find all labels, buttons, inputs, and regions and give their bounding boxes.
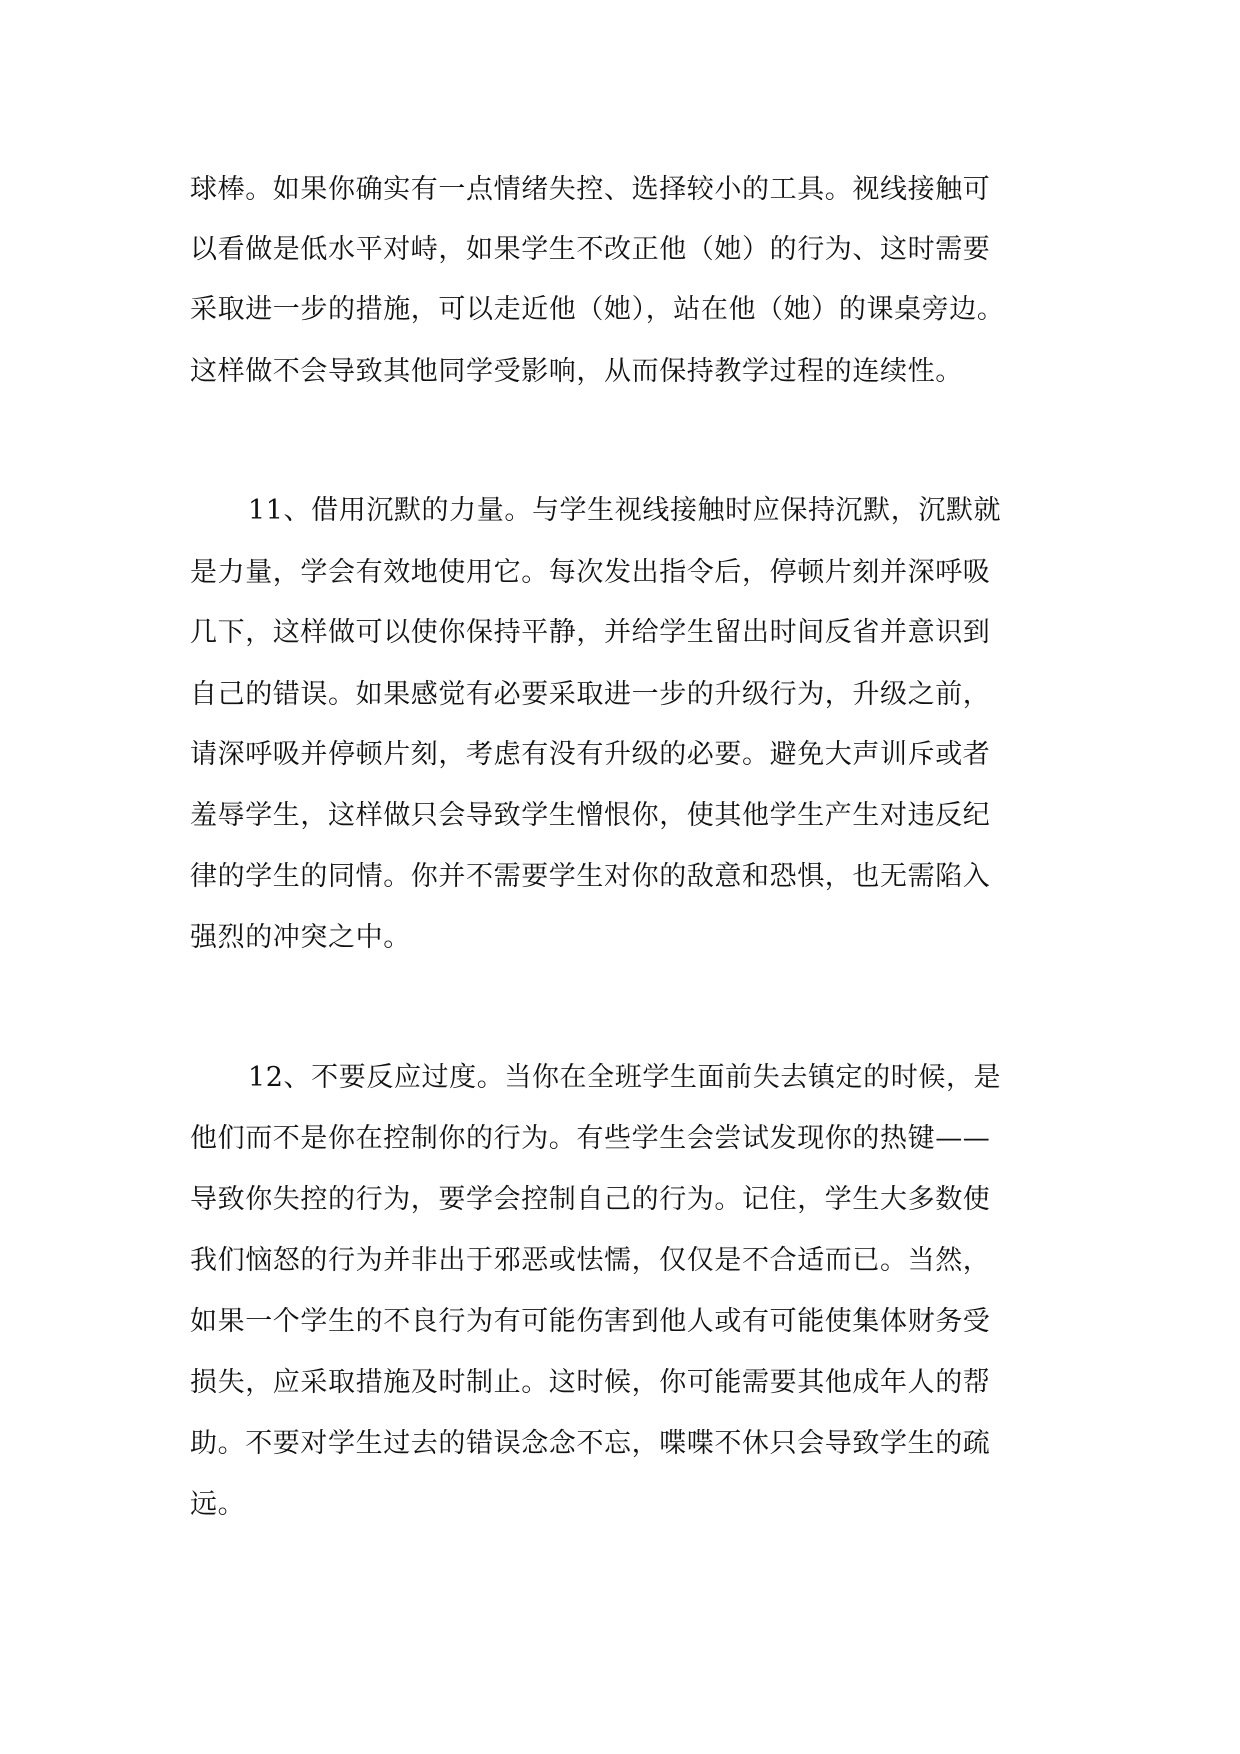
paragraph-3-line-8: 远。 (190, 1489, 246, 1520)
paragraph-2-line-2: 是力量，学会有效地使用它。每次发出指令后，停顿片刻并深呼吸 (190, 557, 991, 588)
paragraph-1-line-1: 球棒。如果你确实有一点情绪失控、选择较小的工具。视线接触可 (190, 174, 991, 205)
paragraph-2-line-4: 自己的错误。如果感觉有必要采取进一步的升级行为，升级之前， (190, 679, 991, 710)
paragraph-2-line-7: 律的学生的同情。你并不需要学生对你的敌意和恐惧，也无需陷入 (190, 861, 991, 892)
paragraph-3-line-2: 他们而不是你在控制你的行为。有些学生会尝试发现你的热键—— (190, 1123, 991, 1154)
paragraph-1-line-4: 这样做不会导致其他同学受影响，从而保持教学过程的连续性。 (190, 356, 963, 387)
paragraph-2-line-6: 羞辱学生，这样做只会导致学生憎恨你，使其他学生产生对违反纪 (190, 800, 991, 831)
paragraph-2-line-3: 几下，这样做可以使你保持平静，并给学生留出时间反省并意识到 (190, 617, 991, 648)
paragraph-3-line-7: 助。不要对学生过去的错误念念不忘，喋喋不休只会导致学生的疏 (190, 1428, 991, 1459)
paragraph-3-line-3: 导致你失控的行为，要学会控制自己的行为。记住，学生大多数使 (190, 1184, 991, 1215)
paragraph-3-line-1: 12、不要反应过度。当你在全班学生面前失去镇定的时候，是 (248, 1062, 1002, 1093)
paragraph-2-line-8: 强烈的冲突之中。 (190, 922, 411, 953)
paragraph-2-line-1: 11、借用沉默的力量。与学生视线接触时应保持沉默，沉默就 (248, 495, 1002, 526)
paragraph-3-line-5: 如果一个学生的不良行为有可能伤害到他人或有可能使集体财务受 (190, 1306, 991, 1337)
paragraph-3-line-4: 我们恼怒的行为并非出于邪恶或怯懦，仅仅是不合适而已。当然， (190, 1245, 991, 1276)
paragraph-1-line-2: 以看做是低水平对峙，如果学生不改正他（她）的行为、这时需要 (190, 234, 991, 265)
paragraph-2-line-5: 请深呼吸并停顿片刻，考虑有没有升级的必要。避免大声训斥或者 (190, 739, 991, 770)
paragraph-1-line-3: 采取进一步的措施，可以走近他（她），站在他（她）的课桌旁边。 (190, 294, 1005, 325)
paragraph-3-line-6: 损失，应采取措施及时制止。这时候，你可能需要其他成年人的帮 (190, 1367, 991, 1398)
